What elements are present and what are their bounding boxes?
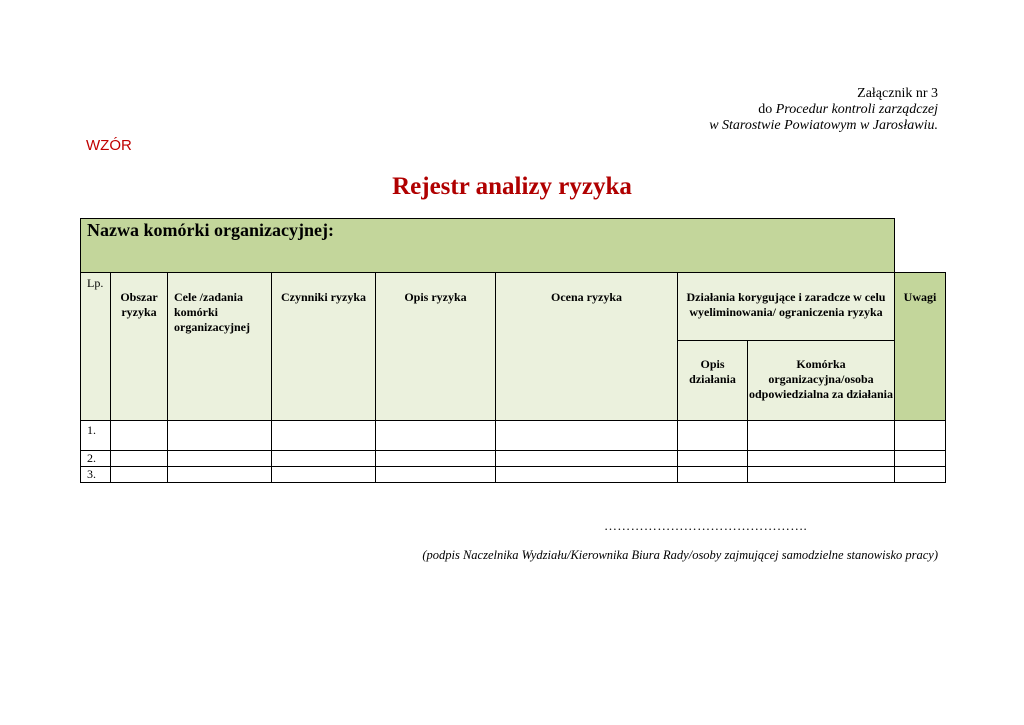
unit-name-empty (895, 219, 946, 273)
row-number: 2. (81, 451, 111, 467)
table-cell[interactable] (748, 451, 895, 467)
table-cell[interactable] (272, 421, 376, 451)
table-cell[interactable] (748, 421, 895, 451)
procedure-name: Procedur kontroli zarządczej (775, 102, 938, 117)
attachment-header (709, 86, 938, 134)
table-cell[interactable] (111, 467, 168, 483)
col-opis: Opis ryzyka (376, 273, 496, 421)
table-cell[interactable] (272, 467, 376, 483)
table-cell[interactable] (678, 451, 748, 467)
row-number: 3. (81, 467, 111, 483)
page-title: Rejestr analizy ryzyka (392, 173, 632, 200)
col-komorka: Komórka organizacyjna/osoba odpowiedzialna za działania (748, 341, 895, 421)
table-cell[interactable] (895, 451, 946, 467)
table-cell[interactable] (748, 467, 895, 483)
table-cell[interactable] (111, 451, 168, 467)
table-cell[interactable] (895, 421, 946, 451)
table-cell[interactable] (496, 421, 678, 451)
attachment-office: w Starostwie Powiatowym w Jarosławiu. (709, 118, 938, 133)
table-row (81, 451, 946, 467)
col-ocena: Ocena ryzyka (496, 273, 678, 421)
attachment-number: Załącznik nr 3 (857, 86, 938, 101)
risk-register-table (80, 218, 946, 483)
table-cell[interactable] (895, 467, 946, 483)
table-cell[interactable] (678, 467, 748, 483)
table-cell[interactable] (168, 451, 272, 467)
attachment-procedure (709, 102, 938, 118)
table-cell[interactable] (272, 451, 376, 467)
col-dzialania: Działania korygujące i zaradcze w celu wyeliminowania/ ograniczenia ryzyka (678, 273, 895, 341)
table-cell[interactable] (168, 421, 272, 451)
col-opis-dzialania: Opis działania (678, 341, 748, 421)
procedure-prefix: do (758, 102, 776, 117)
template-stamp: WZÓR (86, 137, 132, 154)
unit-name-label: Nazwa komórki organizacyjnej: (81, 219, 895, 273)
signature-caption: (podpis Naczelnika Wydziału/Kierownika Biura Rady/osoby zajmującej samodzielne stanowisko pracy) (422, 548, 938, 562)
col-obszar: Obszar ryzyka (111, 273, 168, 421)
table-row (81, 421, 946, 451)
table-cell[interactable] (376, 451, 496, 467)
col-czynniki: Czynniki ryzyka (272, 273, 376, 421)
table-cell[interactable] (678, 421, 748, 451)
table-cell[interactable] (496, 451, 678, 467)
table-cell[interactable] (168, 467, 272, 483)
col-lp: Lp. (81, 273, 111, 421)
table-cell[interactable] (111, 421, 168, 451)
row-number: 1. (81, 421, 111, 451)
table-cell[interactable] (496, 467, 678, 483)
table-cell[interactable] (376, 467, 496, 483)
signature-line: ………………………………………. (604, 518, 808, 533)
table-cell[interactable] (376, 421, 496, 451)
col-cele: Cele /zadania komórki organizacyjnej (168, 273, 272, 421)
col-uwagi: Uwagi (895, 273, 946, 421)
table-row (81, 467, 946, 483)
